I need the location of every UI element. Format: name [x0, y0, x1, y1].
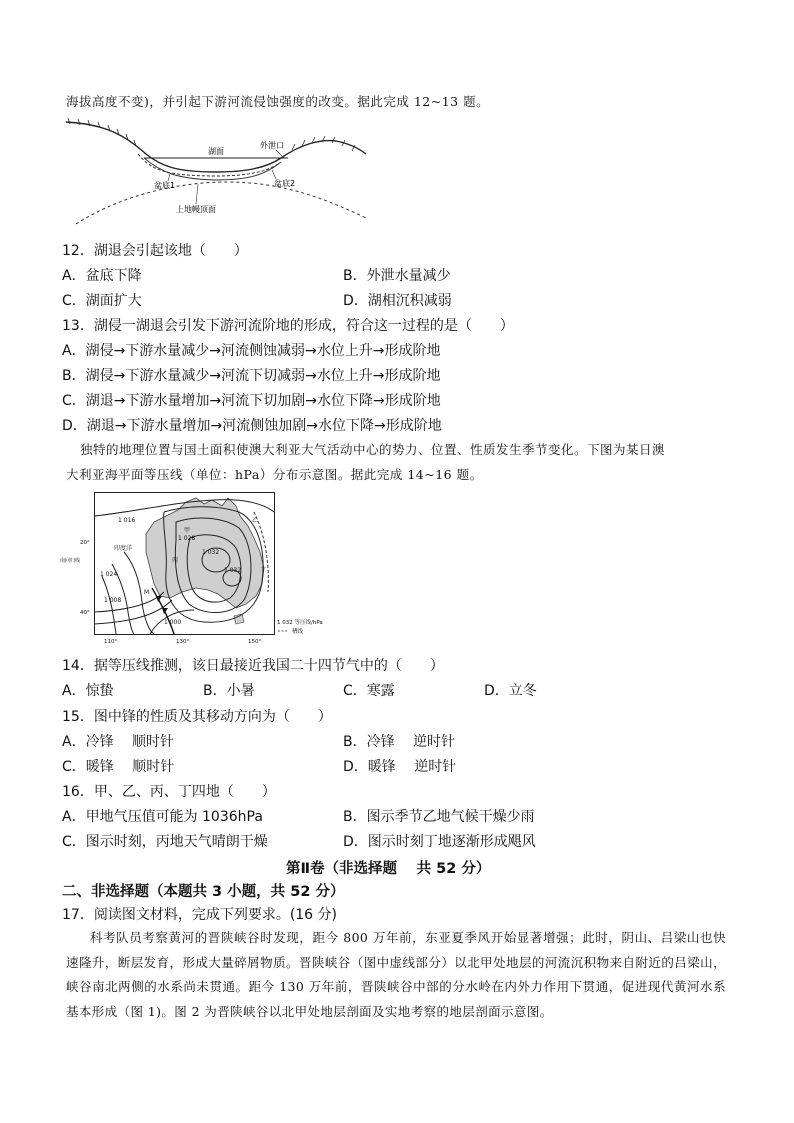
label-lon-110: 110°: [104, 639, 118, 645]
question-14-option-c: C．寒露: [343, 683, 395, 699]
label-lon-150: 150°: [248, 639, 262, 645]
question-16-option-d: D．图示时刻丁地逐渐形成飓风: [343, 834, 536, 850]
label-iso-1000: 1 000: [164, 619, 182, 626]
tasmania: [234, 614, 244, 624]
question-15-option-b: B．冷锋 逆时针: [343, 734, 456, 750]
label-indian-ocean: 印度洋: [114, 545, 133, 552]
question-17-material: 科考队员考察黄河的晋陕峡谷时发现，距今 800 万年前，东亚夏季风开始显著增强；此时，阴山、吕梁山也快速隆升，断层发育，形成大量碎屑物质。晋陕峡谷（图中虚线部分）以北甲处地层的河流沉积物来自附近的吕梁山，峡谷南北两侧的水系尚未贯通。距今 130 万年前，晋陕峡谷中部的分水岭在内外力作用下贯通，促进现代黄河水系基本形成（图 1)。图 2 为晋陕峡谷以北甲处地层剖面及实地考察的地层剖面示意图。: [66, 930, 726, 1019]
label-lat-40: 40°: [80, 610, 90, 616]
lake-cross-section-figure: [66, 114, 366, 234]
label-lat-20: 20°: [80, 540, 90, 546]
label-iso-1008: 1 008: [104, 597, 122, 604]
question-15-option-a: A．冷锋 顺时针: [62, 734, 175, 750]
question-16-stem: 16．甲、乙、丙、丁四地（ ）: [62, 784, 276, 800]
label-basin-1: 盆底1: [154, 181, 176, 190]
question-14-option-b: B．小暑: [203, 683, 255, 699]
question-12-option-b: B．外泄水量减少: [343, 268, 451, 284]
label-ding: 丁: [260, 567, 267, 574]
label-jia: 甲: [184, 527, 191, 534]
label-tropic: 南回归线: [60, 558, 81, 564]
label-lon-130: 130°: [176, 639, 190, 645]
question-17-stem: 17．阅读图文材料，完成下列要求。(16 分): [62, 907, 338, 923]
question-15-stem: 15．图中锋的性质及其移动方向为（ ）: [62, 709, 332, 725]
question-13-option-c: C．湖退→下游水量增加→河流下切加剧→水位下降→形成阶地: [62, 393, 441, 409]
question-16-option-c: C．图示时刻，丙地天气晴朗干燥: [62, 834, 268, 850]
question-16-option-a: A．甲地气压值可能为 1036hPa: [62, 809, 263, 825]
question-14-stem: 14．据等压线推测，该日最接近我国二十四节气中的（ ）: [62, 658, 444, 674]
question-12-option-a: A．盆底下降: [62, 268, 142, 284]
question-13-stem: 13．湖侵一湖退会引发下游河流阶地的形成，符合这一过程的是（ ）: [62, 318, 514, 334]
legend-trough: 槽线: [292, 629, 304, 635]
intro-text-14-16-line1: 独特的地理位置与国土面积使澳大利亚大气活动中心的势力、位置、性质发生季节变化。下图为某日澳: [80, 442, 666, 457]
question-13-option-d: D．湖退→下游水量增加→河流侧蚀加剧→水位下降→形成阶地: [62, 418, 442, 434]
intro-text-12-13: 海拔高度不变)，并引起下游河流侵蚀强度的改变。据此完成 12~13 题。: [66, 94, 490, 109]
label-outlet: 外泄口: [260, 141, 284, 150]
legend-isobar: 1 032 等压线/hPa: [277, 620, 323, 626]
label-bing: 丙: [172, 557, 179, 564]
label-iso-1016: 1 016: [118, 517, 136, 524]
question-14-option-a: A．惊蛰: [62, 683, 114, 699]
section-2-heading: 二、非选择题（本题共 3 小题，共 52 分）: [62, 884, 345, 900]
question-14-option-d: D．立冬: [484, 683, 537, 699]
mantle-top-line: [76, 182, 366, 224]
question-13-option-a: A．湖侵→下游水量减少→河流侧蚀减弱→水位上升→形成阶地: [62, 343, 441, 359]
australia-isobar-map: [60, 492, 344, 645]
question-13-option-b: B．湖侵→下游水量减少→河流下切减弱→水位上升→形成阶地: [62, 368, 441, 384]
label-iso-1032-a: 1 032: [202, 549, 220, 556]
label-iso-1028: 1 028: [178, 535, 196, 542]
label-mantle-top: 上地幔顶面: [176, 205, 216, 214]
label-m: M: [144, 589, 150, 596]
question-12-stem: 12．湖退会引起该地（ ）: [62, 243, 248, 259]
question-15-option-c: C．暖锋 顺时针: [62, 759, 175, 775]
label-iso-1032-b: 1 032: [224, 567, 242, 574]
question-12-option-d: D．湖相沉积减弱: [343, 293, 452, 309]
question-12-option-c: C．湖面扩大: [62, 293, 142, 309]
label-basin-2: 盆底2: [274, 179, 296, 188]
basin-bottom-1: [138, 154, 278, 176]
question-15-option-d: D．暖锋 逆时针: [343, 759, 457, 775]
label-iso-1024: 1 024: [100, 571, 118, 578]
label-yi: 乙: [252, 517, 259, 524]
intro-text-14-16-line2: 大利亚海平面等压线（单位：hPa）分布示意图。据此完成 14~16 题。: [66, 467, 483, 482]
label-lake-surface: 湖面: [208, 147, 224, 156]
question-16-option-b: B．图示季节乙地气候干燥少雨: [343, 809, 535, 825]
basin-bottom-2: [144, 158, 281, 180]
part-2-title: 第Ⅱ卷（非选择题 共 52 分）: [286, 861, 491, 877]
